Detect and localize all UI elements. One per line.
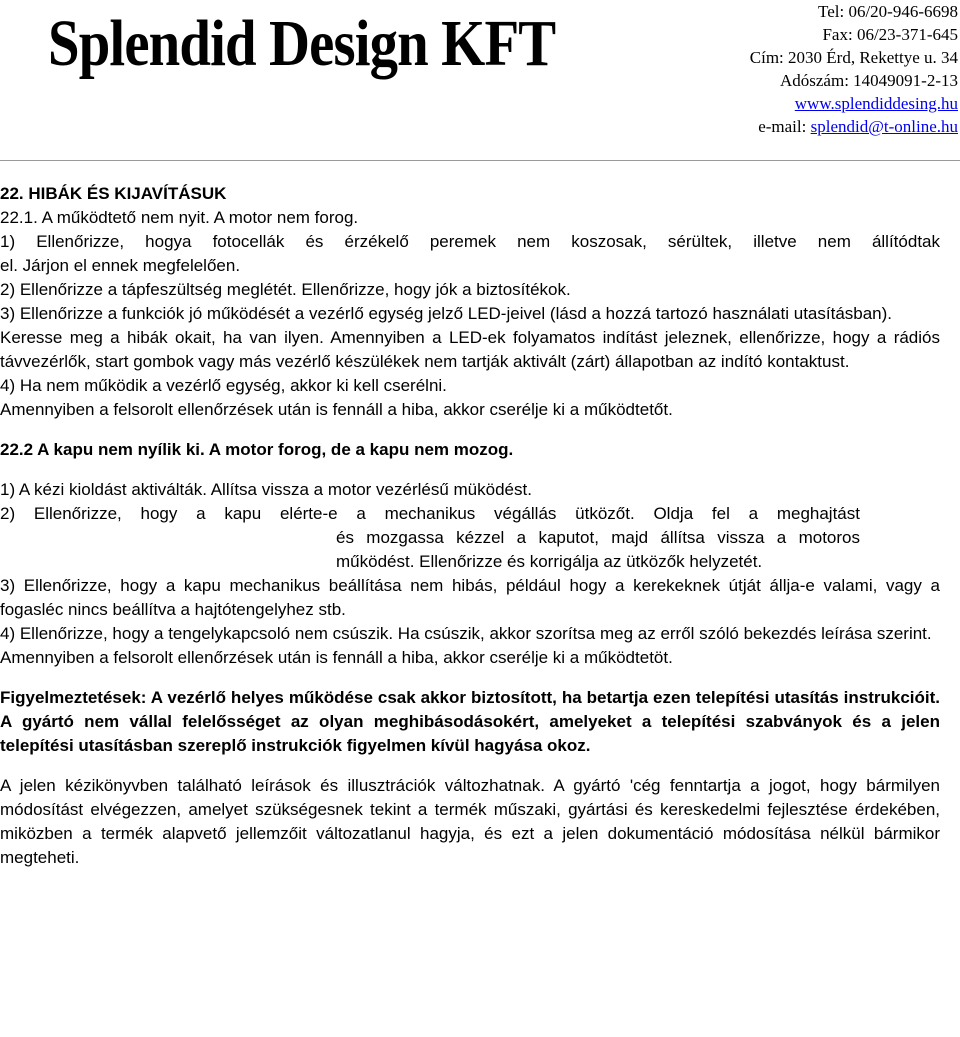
sub2-item-3: 3) Ellenőrizze, hogy a kapu mechanikus beállítása nem hibás, például hogy a kerekeknek útját állja-e valami, vagy a fogasléc nincs beállítva a hajtótengelyhez stb. xyxy=(0,576,940,619)
contact-address: Cím: 2030 Érd, Rekettye u. 34 xyxy=(749,48,958,67)
sub1-item-2: 2) Ellenőrizze a tápfeszültség meglétét. Ellenőrizze, hogy jók a biztosítékok. xyxy=(0,280,571,299)
sub1-item-3: 3) Ellenőrizze a funkciók jó működését a vezérlő egység jelző LED-jeivel (lásd a hozzá tartozó használati utasításban). xyxy=(0,304,893,323)
disclaimer-paragraph: A jelen kézikönyvben található leírások és illusztrációk változhatnak. A gyártó 'cég fenntartja a jogot, hogy bármilyen módosítást elvégezzen, amelyet szükségesnek tekint a termék műszaki, gyártási és kereskedelmi fejlesztése érdekében, miközben a termék alapvető jellemzőit változatlanul hagyja, és ezt a jelen dokumentáció módosítása nélkül bármikor megteheti. xyxy=(0,776,940,867)
header-divider xyxy=(0,160,960,161)
section-title: 22. HIBÁK ÉS KIJAVÍTÁSUK xyxy=(0,184,227,203)
contact-block xyxy=(750,0,958,138)
website-link[interactable]: www.splendiddesing.hu xyxy=(794,94,958,113)
sub2-item-2-block xyxy=(0,502,860,574)
sub1-item-search: Keresse meg a hibák okait, ha van ilyen. Amennyiben a LED-ek folyamatos indítást jeleznek, ellenőrizze, hogy a rádiós távvezérlők, start gombok vagy más vezérlő készülékek nem tartják aktivált (zárt) állapotban az indító kontaktust. xyxy=(0,328,940,371)
document-body xyxy=(0,182,940,870)
contact-website-line xyxy=(750,92,958,115)
sub2-final: Amennyiben a felsorolt ellenőrzések után is fennáll a hiba, akkor cserélje ki a működtetöt. xyxy=(0,648,673,667)
sub2-item-4: 4) Ellenőrizze, hogy a tengelykapcsoló nem csúszik. Ha csúszik, akkor szorítsa meg az erről szóló bekezdés leírása szerint. xyxy=(0,624,932,643)
sub1-item-1-cont: el. Járjon el ennek megfelelően. xyxy=(0,256,241,275)
sub2-item-1: 1) A kézi kioldást aktiválták. Allítsa vissza a motor vezérlésű müködést. xyxy=(0,480,532,499)
warning-paragraph: Figyelmeztetések: A vezérlő helyes működése csak akkor biztosított, ha betartja ezen telepítési utasítás instrukcióit. A gyártó nem vállal felelősséget az olyan meghibásodásokért, amelyeket a telepítési szabványok és a jelen telepítési utasításban szereplő instrukciók figyelmen kívül hagyása okoz. xyxy=(0,688,940,755)
company-logo: Splendid Design KFT xyxy=(48,7,556,80)
email-link[interactable]: splendid@t-online.hu xyxy=(810,117,958,136)
contact-tel: Tel: 06/20-946-6698 xyxy=(818,2,958,21)
sub2-item-2-cont: és mozgassa kézzel a kaputot, majd állítsa vissza a motoros működést. Ellenőrizze és korrigálja az ütközők helyzetét. xyxy=(336,528,860,571)
subsection-1-title: 22.1. A működtető nem nyit. A motor nem forog. xyxy=(0,208,359,227)
contact-tax-id: Adószám: 14049091-2-13 xyxy=(779,71,958,90)
sub1-final: Amennyiben a felsorolt ellenőrzések után is fennáll a hiba, akkor cserélje ki a működtetőt. xyxy=(0,400,673,419)
sub2-item-2: 2) Ellenőrizze, hogy a kapu elérte-e a mechanikus végállás ütközőt. Oldja fel a meghajtást xyxy=(0,504,860,523)
sub1-item-4: 4) Ha nem működik a vezérlő egység, akkor ki kell cserélni. xyxy=(0,376,447,395)
email-label: e-mail: xyxy=(758,117,811,136)
sub1-item-1: 1) Ellenőrizze, hogya fotocellák és érzékelő peremek nem koszosak, sérültek, illetve nem állítódtak xyxy=(0,232,940,251)
contact-email-line xyxy=(750,115,958,138)
contact-fax: Fax: 06/23-371-645 xyxy=(822,25,958,44)
subsection-2-title: 22.2 A kapu nem nyílik ki. A motor forog, de a kapu nem mozog. xyxy=(0,440,514,459)
